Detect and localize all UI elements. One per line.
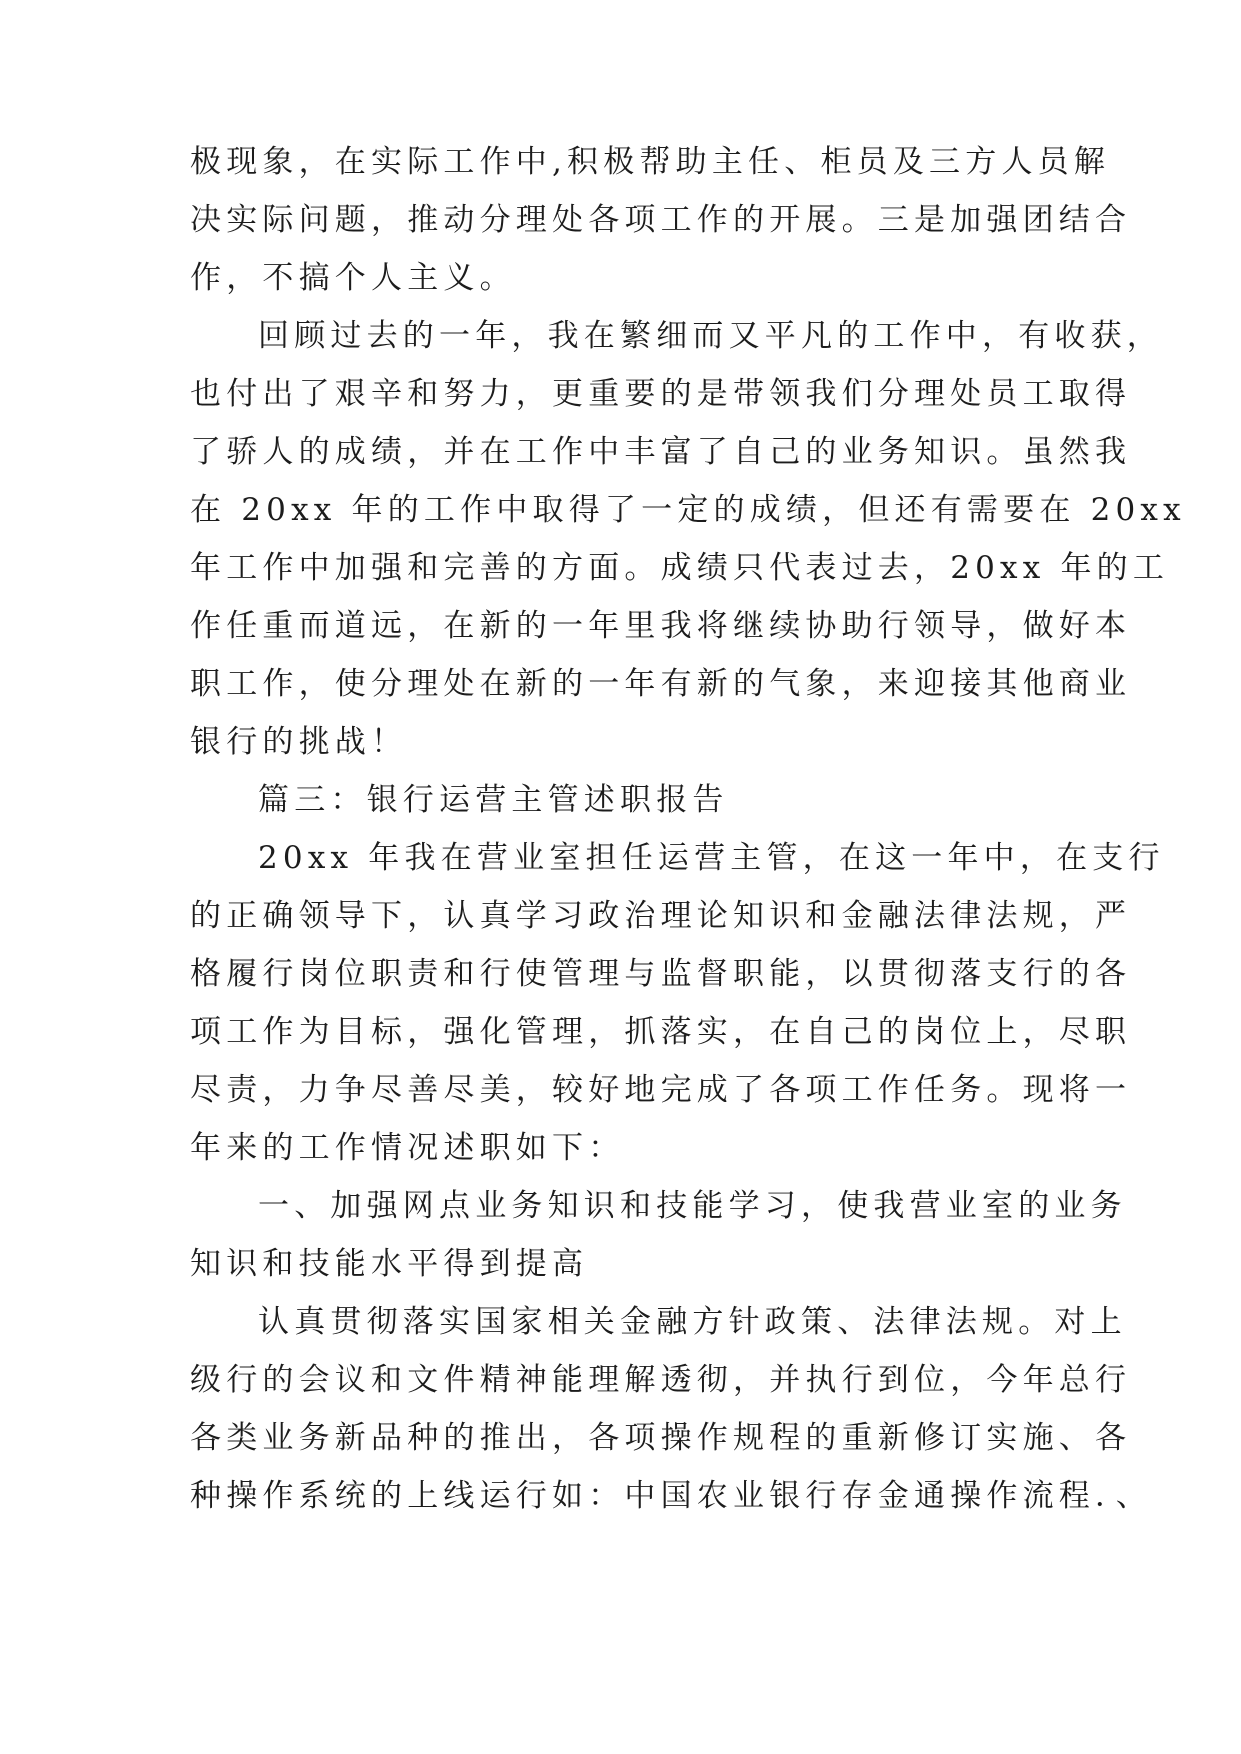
text-line: 决实际问题，推动分理处各项工作的开展。三是加强团结合	[190, 202, 1132, 238]
text-line: 了骄人的成绩，并在工作中丰富了自己的业务知识。虽然我	[190, 434, 1132, 470]
text-line: 银行的挑战！	[190, 724, 408, 760]
paragraph-first-line: 回顾过去的一年，我在繁细而又平凡的工作中，有收获，	[258, 318, 1163, 354]
text-line: 种操作系统的上线运行如：中国农业银行存金通操作流程．、	[190, 1478, 1152, 1514]
text-line: 项工作为目标，强化管理，抓落实，在自己的岗位上，尽职	[190, 1014, 1132, 1050]
section-heading: 篇三：银行运营主管述职报告	[258, 782, 729, 818]
text-line: 年来的工作情况述职如下：	[190, 1130, 625, 1166]
text-line: 作，不搞个人主义。	[190, 260, 516, 296]
text-line: 也付出了艰辛和努力，更重要的是带领我们分理处员工取得	[190, 376, 1132, 412]
text-line: 在 20xx 年的工作中取得了一定的成绩，但还有需要在 20xx	[190, 492, 1186, 528]
paragraph-first-line: 认真贯彻落实国家相关金融方针政策、法律法规。对上	[258, 1304, 1127, 1340]
paragraph-first-line: 20xx 年我在营业室担任运营主管，在这一年中，在支行	[258, 840, 1165, 876]
text-line: 级行的会议和文件精神能理解透彻，并执行到位，今年总行	[190, 1362, 1132, 1398]
text-line: 尽责，力争尽善尽美，较好地完成了各项工作任务。现将一	[190, 1072, 1132, 1108]
text-line: 的正确领导下，认真学习政治理论知识和金融法律法规，严	[190, 898, 1132, 934]
text-line: 年工作中加强和完善的方面。成绩只代表过去，20xx 年的工	[190, 550, 1170, 586]
text-line: 作任重而道远，在新的一年里我将继续协助行领导，做好本	[190, 608, 1132, 644]
text-line: 各类业务新品种的推出，各项操作规程的重新修订实施、各	[190, 1420, 1132, 1456]
text-line: 格履行岗位职责和行使管理与监督职能，以贯彻落支行的各	[190, 956, 1132, 992]
text-line: 职工作，使分理处在新的一年有新的气象，来迎接其他商业	[190, 666, 1132, 702]
subheading-first-line: 一、加强网点业务知识和技能学习，使我营业室的业务	[258, 1188, 1127, 1224]
subheading-line: 知识和技能水平得到提高	[190, 1246, 589, 1282]
text-line: 极现象，在实际工作中,积极帮助主任、柜员及三方人员解	[190, 144, 1111, 180]
